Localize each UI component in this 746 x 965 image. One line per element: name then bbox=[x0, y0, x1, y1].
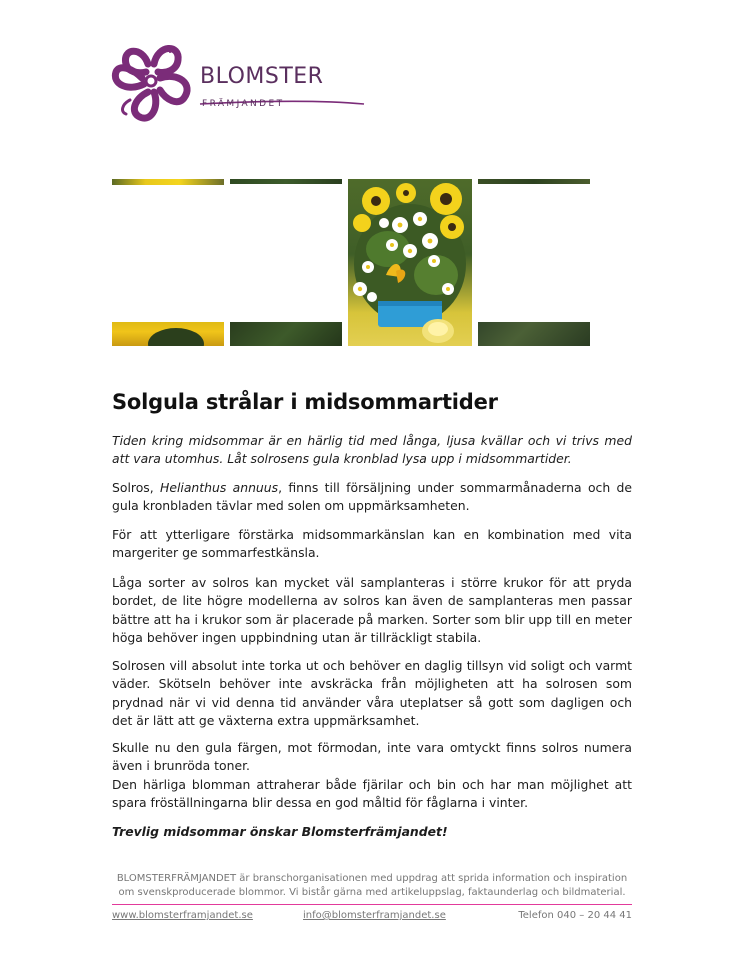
email-link[interactable]: info@blomsterframjandet.se bbox=[303, 910, 446, 921]
photo-sunflower-bottom-left bbox=[112, 322, 224, 346]
website-link[interactable]: www.blomsterframjandet.se bbox=[112, 910, 253, 921]
latin-name: Helianthus annuus bbox=[160, 480, 279, 495]
logo-title: BLOMSTER bbox=[200, 64, 324, 89]
article-title: Solgula strålar i midsommartider bbox=[112, 390, 498, 414]
paragraph-2: För att ytterligare förstärka midsommarkänslan kan en kombination med vita margeriter ge sommarfestkänsla. bbox=[112, 527, 632, 561]
photo-leaves-top-right bbox=[478, 179, 590, 184]
sunflower-leaf-shape bbox=[112, 322, 224, 346]
photo-leaves-bottom-middle bbox=[230, 322, 342, 346]
footer-divider bbox=[112, 904, 632, 905]
paragraph-4: Solrosen vill absolut inte torka ut och behöver en daglig tillsyn vid soligt och varmt väder. Skötseln behöver inte avskräcka från möjligheten att ha solrosen som prydnad när vi vid denna tid använder våra uteplatser så gott som dagligen och det är lätt att ge växterna extra uppmärksamhet. bbox=[112, 658, 632, 729]
photo-leaves-top-middle bbox=[230, 179, 342, 184]
sunflower-daisy-illustration bbox=[348, 179, 472, 346]
photo-sunflower-top-left bbox=[112, 179, 224, 185]
photo-sunflower-daisy-pot bbox=[348, 179, 472, 346]
p1-after: , finns till försäljning under sommarmånaderna och de gula kronbladen tävlar med solen om uppmärksamheten. bbox=[112, 480, 633, 514]
paragraph-1 bbox=[112, 479, 632, 516]
photo-leaves-bottom-right bbox=[478, 322, 590, 346]
logo-subtitle: FRÄMJANDET bbox=[202, 99, 285, 109]
p1-before: Solros, bbox=[112, 480, 161, 495]
phone-number: Telefon 040 – 20 44 41 bbox=[518, 910, 632, 921]
footer-links bbox=[112, 910, 632, 926]
brand-logo bbox=[108, 38, 368, 126]
signoff: Trevlig midsommar önskar Blomsterfrämjandet! bbox=[112, 824, 448, 839]
flower-logo-icon bbox=[108, 38, 198, 126]
paragraph-5b: Den härliga blomman attraherar både fjärilar och bin och har man möjlighet att spara fröställningarna blir dessa en god måltid för fåglarna i vinter. bbox=[112, 777, 632, 811]
paragraph-5a: Skulle nu den gula färgen, mot förmodan, inte vara omtyckt finns solros numera även i brunröda toner. bbox=[112, 740, 632, 774]
article-intro: Tiden kring midsommar är en härlig tid med långa, ljusa kvällar och vi trivs med att vara utomhus. Låt solrosens gula kronblad lysa upp i midsommartider. bbox=[112, 433, 632, 467]
footer-info: BLOMSTERFRÄMJANDET är branschorganisationen med uppdrag att sprida information och inspiration om svenskproducerade blommor. Vi bistår gärna med artikeluppslag, faktaunderlag och bildmaterial. bbox=[116, 873, 628, 898]
paragraph-3: Låga sorter av solros kan mycket väl samplanteras i större krukor för att pryda bordet, de lite högre modellerna av solros kan även de samplanteras men passar bättre att ha i krukor som är placerade på marken. Sorter som blir upp till en meter höga behöver ingen uppbindning utan är tillräckligt stabila. bbox=[112, 575, 632, 646]
